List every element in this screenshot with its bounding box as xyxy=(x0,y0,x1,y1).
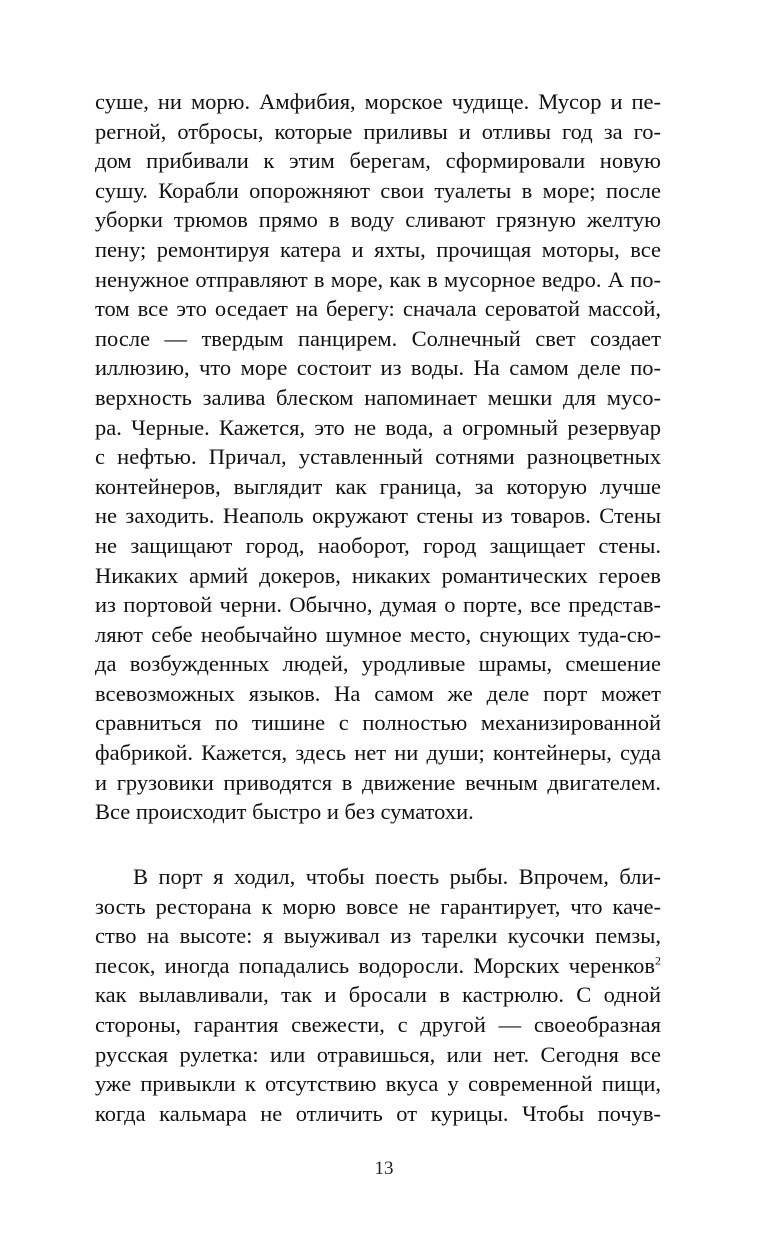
text-line: всевозможных языков. На самом же деле порт может xyxy=(95,680,661,706)
text-line: ляют себе необычайно шумное место, снующих туда-сю- xyxy=(95,621,661,647)
text-line: не защищают город, наоборот, город защищает стены. xyxy=(95,532,661,558)
text-line: да возбужденных людей, уродливые шрамы, смешение xyxy=(95,651,661,677)
text-line: не заходить. Неаполь окружают стены из товаров. Стены xyxy=(95,503,661,529)
text-line: регной, отбросы, которые приливы и отливы год за го- xyxy=(95,118,661,144)
text-line: пену; ремонтируя катера и яхты, прочищая моторы, все xyxy=(95,236,661,262)
footnote-marker[interactable]: 2 xyxy=(655,953,661,968)
text-line: сушу. Корабли опорожняют свои туалеты в море; после xyxy=(95,177,661,203)
text-line: иллюзию, что море состоит из воды. На самом деле по- xyxy=(95,355,661,381)
text-line: фабрикой. Кажется, здесь нет ни души; контейнеры, суда xyxy=(95,740,661,766)
text-line: контейнеров, выглядит как граница, за которую лучше xyxy=(95,473,661,499)
page-number: 13 xyxy=(374,1158,394,1179)
text-line: когда кальмара не отличить от курицы. Чтобы почув- xyxy=(95,1100,661,1126)
text-line: ра. Черные. Кажется, это не вода, а огромный резервуар xyxy=(95,414,661,440)
text-line: Никаких армий докеров, никаких романтических героев xyxy=(95,562,661,588)
text-line: суше, ни морю. Амфибия, морское чудище. Мусор и пе- xyxy=(95,89,661,114)
text-line: стороны, гарантия свежести, с другой — своеобразная xyxy=(95,1011,661,1037)
text-line: с нефтью. Причал, уставленный сотнями разноцветных xyxy=(95,444,661,470)
text-line-with-footnote xyxy=(95,951,661,981)
text-line: зость ресторана к морю вовсе не гарантирует, что каче- xyxy=(95,893,661,919)
text-line: сравниться по тишине с полностью механизированной xyxy=(95,710,661,736)
text-line: русская рулетка: или отравишься, или нет. Сегодня все xyxy=(95,1041,661,1067)
text-line: В порт я ходил, чтобы поесть рыбы. Впрочем, бли- xyxy=(133,864,661,889)
text-line: том все это оседает на берегу: сначала сероватой массой, xyxy=(95,296,661,322)
text-line: уборки трюмов прямо в воду сливают грязную желтую xyxy=(95,207,661,233)
paragraph-2 xyxy=(95,862,661,1128)
text-line: и грузовики приводятся в движение вечным двигателем. xyxy=(95,769,661,795)
text-line: верхность залива блеском напоминает мешки для мусо- xyxy=(95,384,661,410)
text-line: уже привыкли к отсутствию вкуса у современной пищи, xyxy=(95,1071,661,1097)
text-line: дом прибивали к этим берегам, сформировали новую xyxy=(95,148,661,174)
text-line: после — твердым панцирем. Солнечный свет создает xyxy=(95,325,661,351)
text-line: ненужное отправляют в море, как в мусорное ведро. А по- xyxy=(95,266,661,292)
text-line: из портовой черни. Обычно, думая о порте, все представ- xyxy=(95,592,661,618)
text-line: ство на высоте: я выуживал из тарелки кусочки пемзы, xyxy=(95,923,661,949)
text-line: как вылавливали, так и бросали в кастрюлю. С одной xyxy=(95,982,661,1008)
paragraph-1 xyxy=(95,87,661,827)
text-line-content: песок, иногда попадались водоросли. Морских черенков xyxy=(95,952,655,978)
text-line: Все происходит быстро и без суматохи. xyxy=(95,799,474,825)
